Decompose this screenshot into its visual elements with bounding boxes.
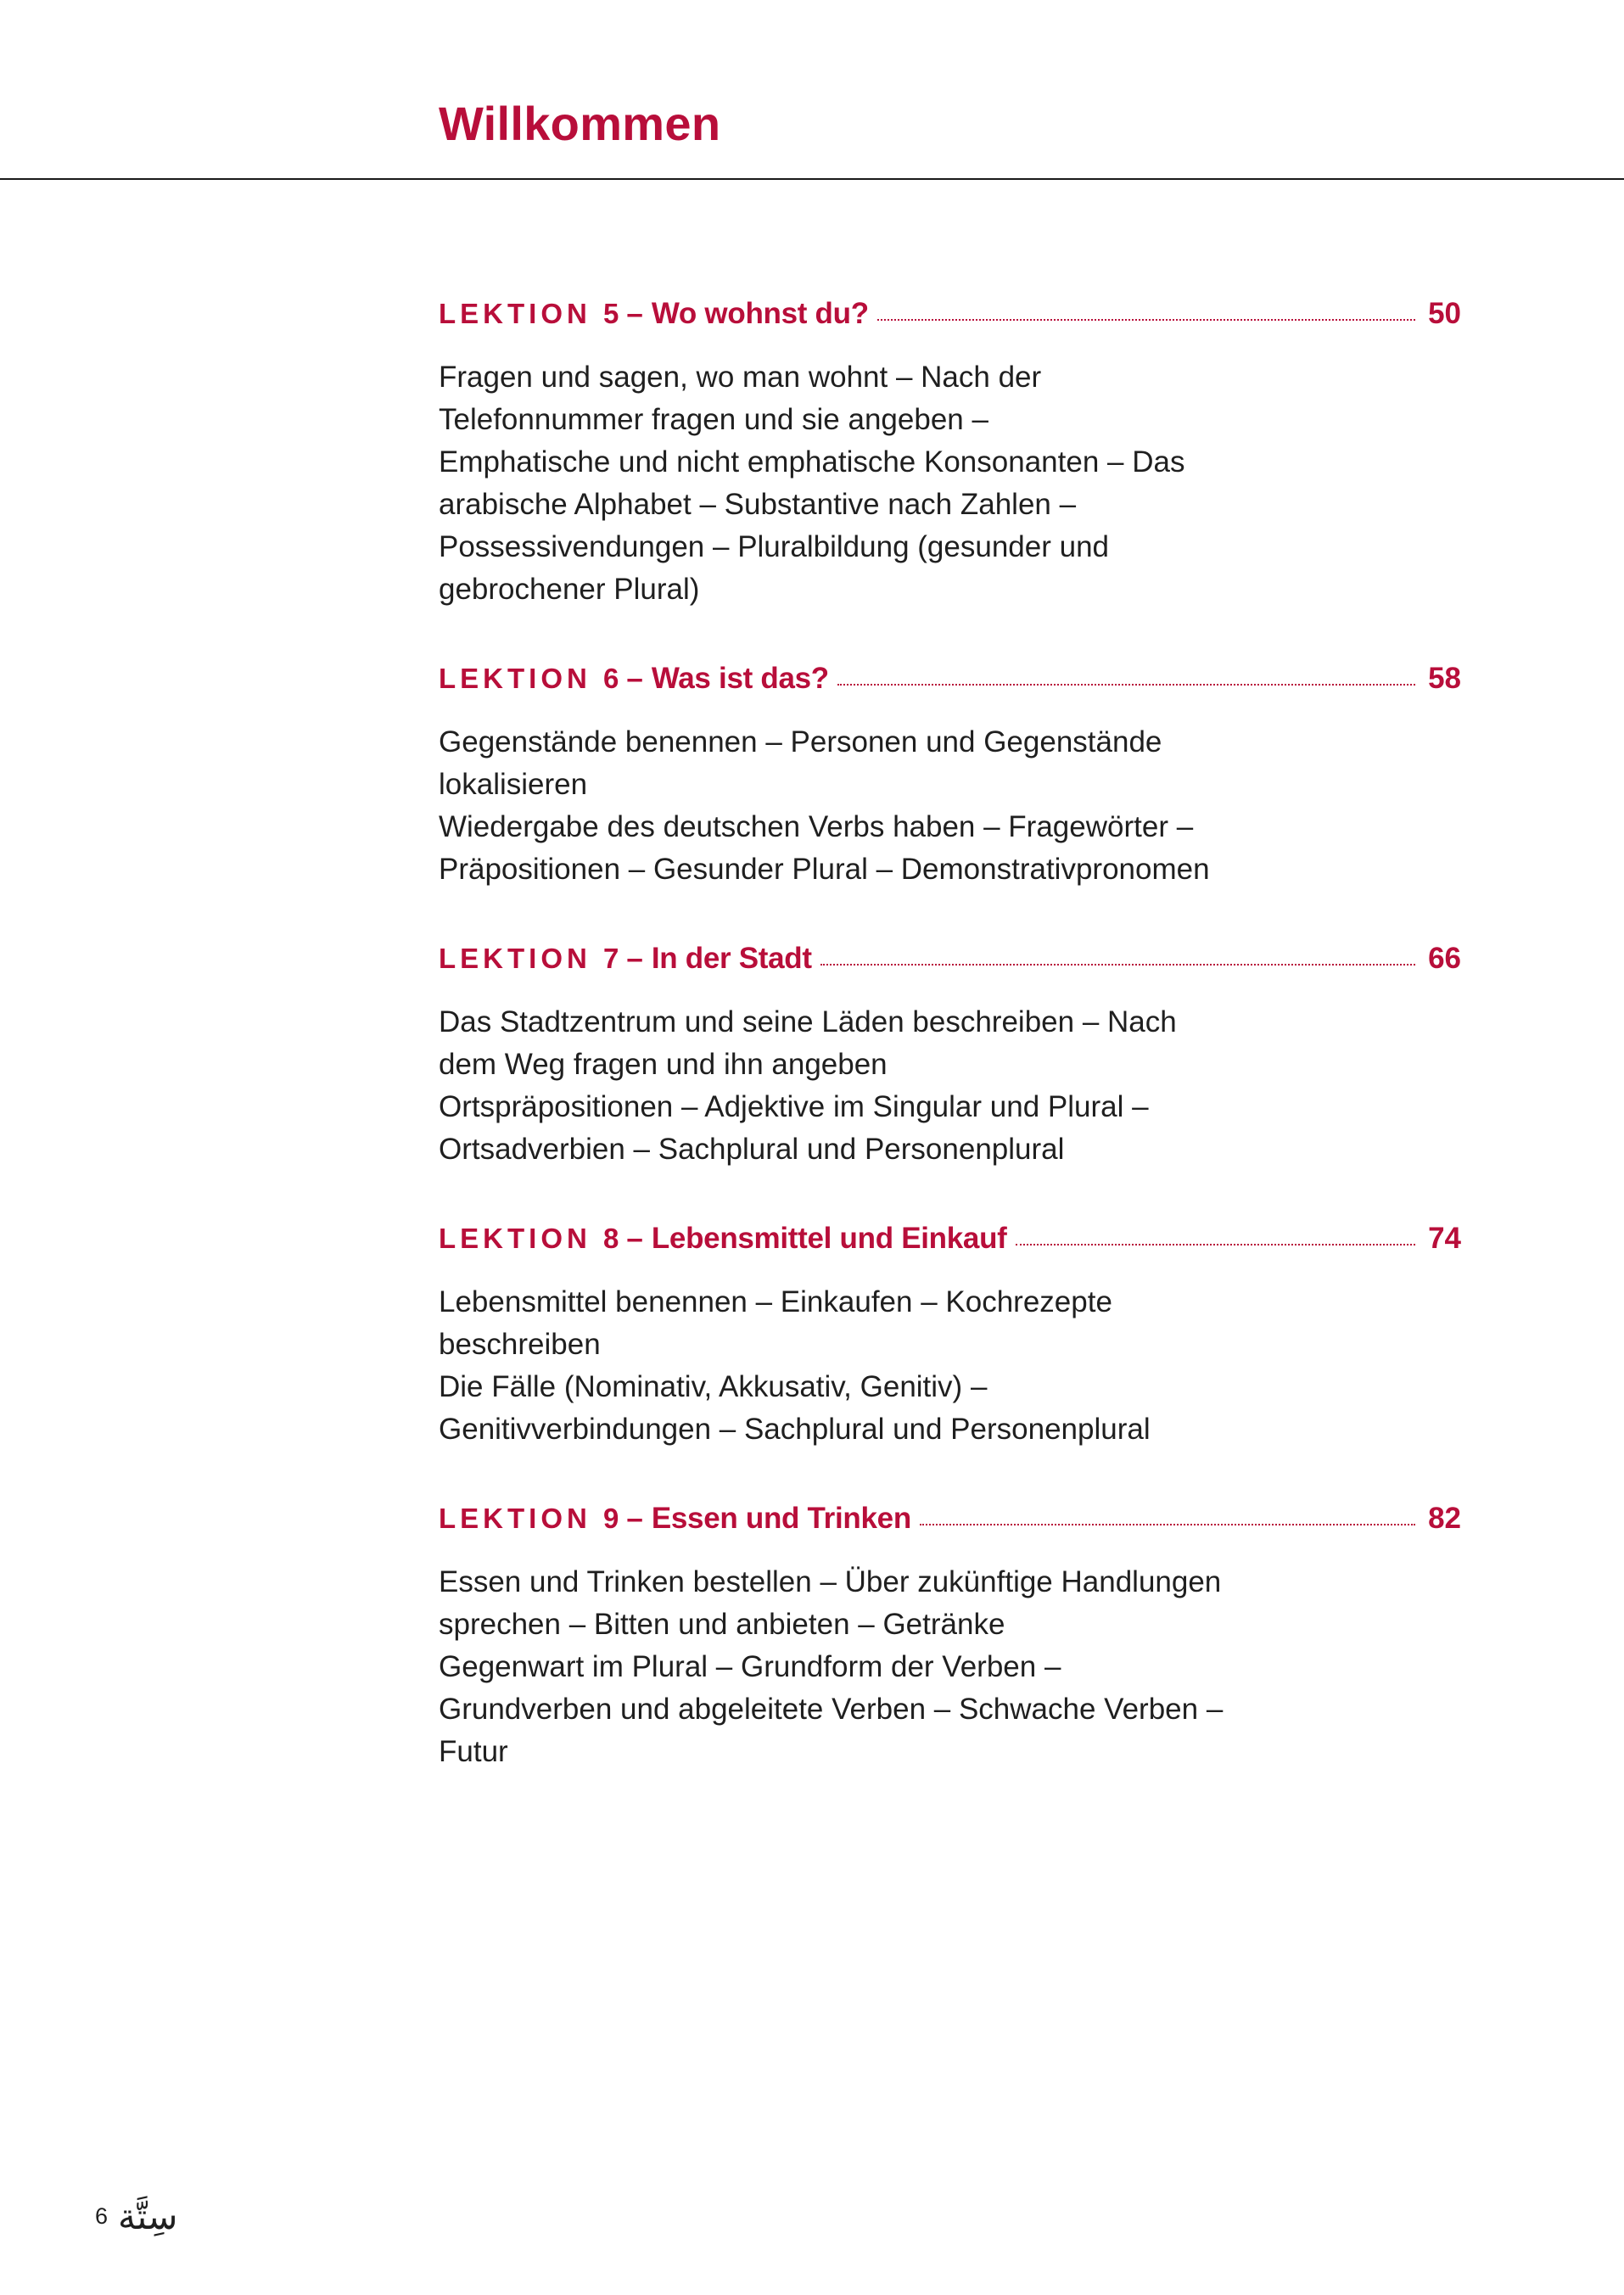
description-line: Telefonnummer fragen und sie angeben – <box>439 403 988 436</box>
toc-entry-heading[interactable] <box>439 660 1461 697</box>
lesson-label: LEKTION 8 <box>439 1223 624 1254</box>
lesson-description <box>439 1561 1287 1773</box>
toc-entry <box>439 1500 1461 1773</box>
description-line: Grundverben und abgeleitete Verben – Schwache Verben – <box>439 1693 1224 1726</box>
toc-entry-heading[interactable] <box>439 1220 1461 1257</box>
toc-entry <box>439 660 1461 891</box>
toc-entry <box>439 295 1461 611</box>
description-line: Fragen und sagen, wo man wohnt – Nach der <box>439 361 1042 394</box>
description-line: sprechen – Bitten und anbieten – Getränke <box>439 1608 1005 1641</box>
page-number-arabic: سِتَّة <box>118 2196 178 2237</box>
description-line: Ortspräpositionen – Adjektive im Singular und Plural – <box>439 1090 1149 1123</box>
table-of-contents <box>439 295 1461 1822</box>
toc-entry-heading[interactable] <box>439 295 1461 333</box>
lesson-label: LEKTION 9 <box>439 1503 624 1534</box>
description-line: Gegenwart im Plural – Grundform der Verben – <box>439 1650 1061 1683</box>
description-line: Essen und Trinken bestellen – Über zukünftige Handlungen <box>439 1565 1222 1598</box>
description-line: Ortsadverbien – Sachplural und Personenplural <box>439 1133 1065 1166</box>
dot-leader <box>1016 1244 1415 1245</box>
lesson-label: LEKTION 5 <box>439 298 624 329</box>
toc-page-number: 74 <box>1428 1222 1461 1255</box>
lesson-description <box>439 1001 1287 1171</box>
lesson-description <box>439 1281 1287 1451</box>
page-title: Willkommen <box>439 97 721 150</box>
toc-entry-heading[interactable] <box>439 940 1461 977</box>
lesson-label: LEKTION 7 <box>439 943 624 974</box>
description-line: Genitivverbindungen – Sachplural und Personenplural <box>439 1413 1151 1446</box>
dot-leader <box>877 319 1415 321</box>
heading-dash: – <box>626 1222 643 1255</box>
description-line: Das Stadtzentrum und seine Läden beschreiben – Nach <box>439 1005 1177 1038</box>
description-line: arabische Alphabet – Substantive nach Zahlen – <box>439 488 1077 521</box>
description-line: Die Fälle (Nominativ, Akkusativ, Genitiv) – <box>439 1370 988 1403</box>
dot-leader <box>920 1524 1415 1525</box>
lesson-label: LEKTION 6 <box>439 663 624 694</box>
heading-dash: – <box>626 942 643 975</box>
description-line: Lebensmittel benennen – Einkaufen – Kochrezepte <box>439 1285 1112 1318</box>
dot-leader <box>820 964 1415 966</box>
lesson-title: In der Stadt <box>651 942 812 975</box>
dot-leader <box>837 684 1415 686</box>
header-divider <box>0 178 1624 180</box>
description-line: Possessivendungen – Pluralbildung (gesunder und <box>439 530 1109 563</box>
page-footer <box>95 2196 177 2237</box>
heading-dash: – <box>626 1502 643 1535</box>
description-line: Präpositionen – Gesunder Plural – Demonstrativpronomen <box>439 853 1210 886</box>
description-line: Emphatische und nicht emphatische Konsonanten – Das <box>439 445 1185 479</box>
lesson-title: Was ist das? <box>651 662 829 695</box>
toc-entry <box>439 940 1461 1171</box>
lesson-description <box>439 721 1287 891</box>
lesson-description <box>439 356 1287 611</box>
lesson-title: Wo wohnst du? <box>651 297 869 330</box>
toc-entry-heading[interactable] <box>439 1500 1461 1537</box>
toc-page-number: 66 <box>1428 942 1461 975</box>
description-line: gebrochener Plural) <box>439 573 700 606</box>
description-line: Futur <box>439 1735 508 1768</box>
lesson-title: Lebensmittel und Einkauf <box>651 1222 1007 1255</box>
page-number: 6 <box>95 2203 109 2229</box>
toc-page-number: 50 <box>1428 297 1461 330</box>
toc-page-number: 82 <box>1428 1502 1461 1535</box>
description-line: dem Weg fragen und ihn angeben <box>439 1048 888 1081</box>
description-line: Gegenstände benennen – Personen und Gegenstände <box>439 725 1162 758</box>
heading-dash: – <box>626 297 643 330</box>
heading-dash: – <box>626 662 643 695</box>
description-line: beschreiben <box>439 1328 601 1361</box>
lesson-title: Essen und Trinken <box>651 1502 911 1535</box>
toc-page-number: 58 <box>1428 662 1461 695</box>
toc-entry <box>439 1220 1461 1451</box>
description-line: Wiedergabe des deutschen Verbs haben – Fragewörter – <box>439 810 1194 843</box>
description-line: lokalisieren <box>439 768 588 801</box>
